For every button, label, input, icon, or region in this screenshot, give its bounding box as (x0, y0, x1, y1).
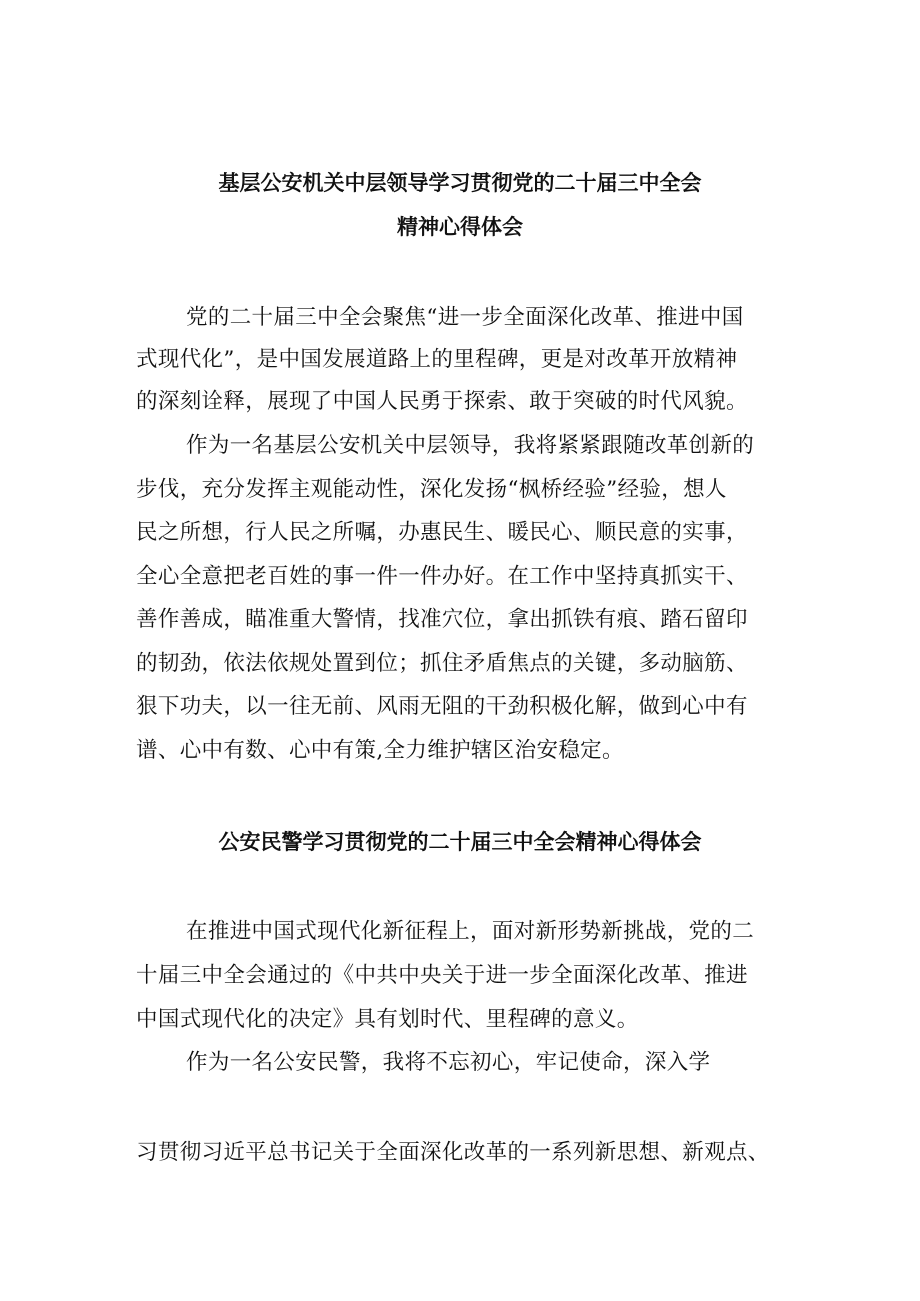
section1-title-line1: 基层公安机关中层领导学习贯彻党的二十届三中全会 (218, 171, 702, 195)
paragraph-line: 作为一名基层公安机关中层领导，我将紧紧跟随改革创新的 (186, 433, 755, 458)
paragraph-line: 的深刻诠释，展现了中国人民勇于探索、敢于突破的时代风貌。 (136, 389, 748, 414)
paragraph-line: 十届三中全会通过的《中共中央关于进一步全面深化改革、推进 (136, 963, 748, 988)
paragraph-line: 党的二十届三中全会聚焦“进一步全面深化改革、推进中国 (186, 305, 744, 330)
paragraph-line: 善作善成，瞄准重大警情，找准穴位，拿出抓铁有痕、踏石留印 (136, 607, 748, 632)
paragraph-line: 作为一名公安民警，我将不忘初心，牢记使命，深入学 (186, 1050, 711, 1075)
paragraph-line: 全心全意把老百姓的事一件一件办好。在工作中坚持真抓实干、 (136, 564, 748, 589)
paragraph-line: 民之所想，行人民之所嘱，办惠民生、暖民心、顺民意的实事， (136, 520, 748, 545)
paragraph-line: 习贯彻习近平总书记关于全面深化改革的一系列新思想、新观点、 (136, 1140, 770, 1165)
paragraph-line: 在推进中国式现代化新征程上，面对新形势新挑战，党的二 (186, 919, 755, 944)
section1-title-line2: 精神心得体会 (397, 215, 523, 239)
paragraph-line: 的韧劲，依法依规处置到位；抓住矛盾焦点的关键，多动脑筋、 (136, 651, 748, 676)
paragraph-line: 步伐，充分发挥主观能动性，深化发扬“枫桥经验”经验，想人 (136, 477, 727, 502)
paragraph-line: 式现代化”，是中国发展道路上的里程碑，更是对改革开放精神 (136, 347, 738, 372)
paragraph-line: 谱、心中有数、心中有策,全力维护辖区治安稳定。 (136, 738, 624, 763)
section2-title: 公安民警学习贯彻党的二十届三中全会精神心得体会 (218, 830, 702, 854)
paragraph-line: 中国式现代化的决定》具有划时代、里程碑的意义。 (136, 1007, 639, 1032)
paragraph-line: 狠下功夫，以一往无前、风雨无阻的干劲积极化解，做到心中有 (136, 694, 748, 719)
